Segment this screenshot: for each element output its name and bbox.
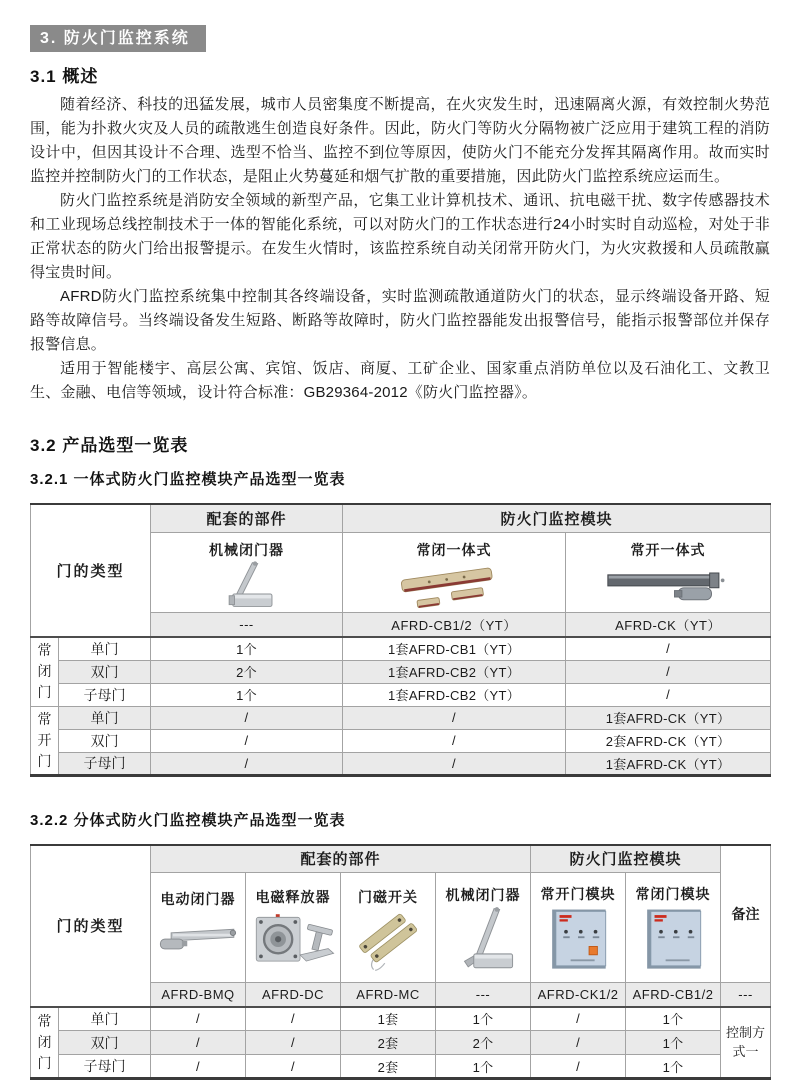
normally-open-door-module-image (533, 904, 623, 976)
door-group-label: 常开门 (31, 706, 59, 775)
column-label: 机械闭门器 (209, 540, 284, 560)
table-cell: 1套AFRD-CB1（YT） (343, 637, 566, 660)
table-cell: / (566, 660, 771, 683)
table-row (31, 1031, 771, 1055)
column-cell-door-magnetic-switch (341, 873, 436, 983)
table-cell: 2套 (341, 1031, 436, 1055)
table-cell: 1个 (626, 1007, 721, 1031)
table-cell: 1个 (626, 1055, 721, 1079)
column-label: 门磁开关 (358, 887, 418, 907)
table-cell: / (151, 1031, 246, 1055)
table-row (31, 706, 771, 729)
model-cell: AFRD-MC (341, 983, 436, 1007)
table-row (31, 1055, 771, 1079)
table-cell: / (343, 729, 566, 752)
remark-model-cell: --- (721, 983, 771, 1007)
table-cell: 2套AFRD-CK（YT） (566, 729, 771, 752)
mechanical-door-closer-image (438, 905, 528, 975)
table-row (31, 660, 771, 683)
column-label: 常开一体式 (631, 540, 706, 560)
table-cell: / (343, 706, 566, 729)
table1-heading: 3.2.1 一体式防火门监控模块产品选型一览表 (30, 468, 770, 489)
group-header-monitor-modules: 防火门监控模块 (343, 504, 771, 532)
table-cell: / (151, 1007, 246, 1031)
door-kind-cell: 子母门 (59, 1055, 151, 1079)
table-cell: / (246, 1055, 341, 1079)
table-cell: / (151, 1055, 246, 1079)
table-row (31, 504, 771, 532)
model-cell: AFRD-CB1/2 (626, 983, 721, 1007)
model-cell: --- (436, 983, 531, 1007)
table-cell: 1套AFRD-CB2（YT） (343, 683, 566, 706)
table-row (31, 683, 771, 706)
door-kind-cell: 双门 (59, 660, 151, 683)
door-kind-cell: 子母门 (59, 683, 151, 706)
column-label: 常开门模块 (541, 884, 616, 904)
normally-closed-integrated-module-image (345, 560, 563, 610)
table-cell: / (531, 1007, 626, 1031)
table-cell: 1个 (626, 1031, 721, 1055)
table-cell: 1个 (151, 683, 343, 706)
table-cell: 1套AFRD-CK（YT） (566, 752, 771, 775)
split-module-selection-table (30, 844, 771, 1080)
table-cell: 1个 (436, 1055, 531, 1079)
table-cell: 2套 (341, 1055, 436, 1079)
table2-heading: 3.2.2 分体式防火门监控模块产品选型一览表 (30, 809, 770, 830)
overview-paragraph-4: 适用于智能楼宇、高层公寓、宾馆、饭店、商厦、工矿企业、国家重点消防单位以及石油化工、文教卫生、金融、电信等领域，设计符合标准：GB29364-2012《防火门监控器》。 (30, 357, 770, 405)
table-cell: 1个 (436, 1007, 531, 1031)
door-kind-cell: 子母门 (59, 752, 151, 775)
electric-door-closer-image (153, 909, 243, 971)
model-cell: AFRD-CK（YT） (566, 612, 771, 637)
table-cell: / (566, 683, 771, 706)
overview-paragraph-1: 随着经济、科技的迅猛发展，城市人员密集度不断提高，在火灾发生时，迅速隔离火源，有效控制火势范围，能为扑救火灾及人员的疏散逃生创造良好条件。因此，防火门等防火分隔物被广泛应用于建筑工程的消防设计中，但因其设计不合理、选型不恰当、监控不到位等原因，使防火门不能充分发挥其隔离作用。故而实时监控并控制防火门的工作状态，是阻止火势蔓延和烟气扩散的重要措施，因此防火门监控系统应运而生。 (30, 93, 770, 189)
remark-header: 备注 (721, 845, 771, 983)
control-mode-cell: 控制方式一 (721, 1007, 771, 1079)
group-header-components: 配套的部件 (151, 845, 531, 873)
column-cell-nc-integrated (343, 532, 566, 612)
integrated-module-selection-table (30, 503, 771, 777)
column-cell-mechanical-closer (151, 532, 343, 612)
column-label: 电动闭门器 (161, 889, 236, 909)
group-header-monitor-modules: 防火门监控模块 (531, 845, 721, 873)
table-cell: / (151, 752, 343, 775)
table-cell: 1套AFRD-CB2（YT） (343, 660, 566, 683)
column-label: 常闭一体式 (417, 540, 492, 560)
table-cell: / (343, 752, 566, 775)
model-cell: AFRD-CK1/2 (531, 983, 626, 1007)
overview-paragraph-2: 防火门监控系统是消防安全领域的新型产品，它集工业计算机技术、通讯、抗电磁干扰、数字传感器技术和工业现场总线控制技术于一体的智能化系统，可以对防火门的工作状态进行24小时实时自动巡检，对处于非正常状态的防火门给出报警提示。在发生火情时，该监控系统自动关闭常开防火门，为火灾救援和人员疏散赢得宝贵时间。 (30, 189, 770, 285)
column-cell-no-integrated (566, 532, 771, 612)
door-group-label: 常闭门 (31, 637, 59, 706)
table-cell: / (566, 637, 771, 660)
normally-closed-door-module-image (628, 904, 718, 976)
model-cell: --- (151, 612, 343, 637)
column-cell-no-module (531, 873, 626, 983)
door-kind-cell: 单门 (59, 1007, 151, 1031)
column-cell-electric-closer (151, 873, 246, 983)
table-cell: 2个 (151, 660, 343, 683)
column-cell-mechanical-closer (436, 873, 531, 983)
table-cell: 1套 (341, 1007, 436, 1031)
section-badge: 3. 防火门监控系统 (30, 25, 206, 52)
column-cell-magnetic-releaser (246, 873, 341, 983)
door-group-label: 常闭门 (31, 1007, 59, 1079)
model-cell: AFRD-CB1/2（YT） (343, 612, 566, 637)
table-cell: 1个 (151, 637, 343, 660)
group-header-components: 配套的部件 (151, 504, 343, 532)
table-cell: / (246, 1031, 341, 1055)
door-kind-cell: 单门 (59, 637, 151, 660)
table-row (31, 845, 771, 873)
table-cell: / (246, 1007, 341, 1031)
table-row (31, 729, 771, 752)
door-kind-cell: 单门 (59, 706, 151, 729)
table-cell: / (151, 729, 343, 752)
column-label: 电磁释放器 (256, 887, 331, 907)
table-cell: 2个 (436, 1031, 531, 1055)
column-cell-nc-module (626, 873, 721, 983)
table-cell: / (151, 706, 343, 729)
table-row (31, 752, 771, 775)
door-type-header: 门的类型 (31, 845, 151, 1007)
model-cell: AFRD-DC (246, 983, 341, 1007)
table-cell: / (531, 1055, 626, 1079)
table-cell: 1套AFRD-CK（YT） (566, 706, 771, 729)
normally-open-integrated-module-image (568, 560, 768, 610)
door-kind-cell: 双门 (59, 1031, 151, 1055)
door-kind-cell: 双门 (59, 729, 151, 752)
selection-heading: 3.2 产品选型一览表 (30, 431, 770, 456)
electromagnetic-releaser-image (248, 907, 338, 973)
column-label: 机械闭门器 (446, 885, 521, 905)
column-label: 常闭门模块 (636, 884, 711, 904)
table-cell: / (531, 1031, 626, 1055)
model-cell: AFRD-BMQ (151, 983, 246, 1007)
overview-heading: 3.1 概述 (30, 62, 770, 87)
table-row (31, 1007, 771, 1031)
mechanical-door-closer-image (153, 560, 340, 610)
table-row (31, 637, 771, 660)
door-type-header: 门的类型 (31, 504, 151, 637)
overview-paragraph-3: AFRD防火门监控系统集中控制其各终端设备，实时监测疏散通道防火门的状态，显示终端设备开路、短路等故障信号。当终端设备发生短路、断路等故障时，防火门监控器能发出报警信号，能指示报警部位并保存报警信息。 (30, 285, 770, 357)
door-magnetic-switch-image (343, 907, 433, 973)
